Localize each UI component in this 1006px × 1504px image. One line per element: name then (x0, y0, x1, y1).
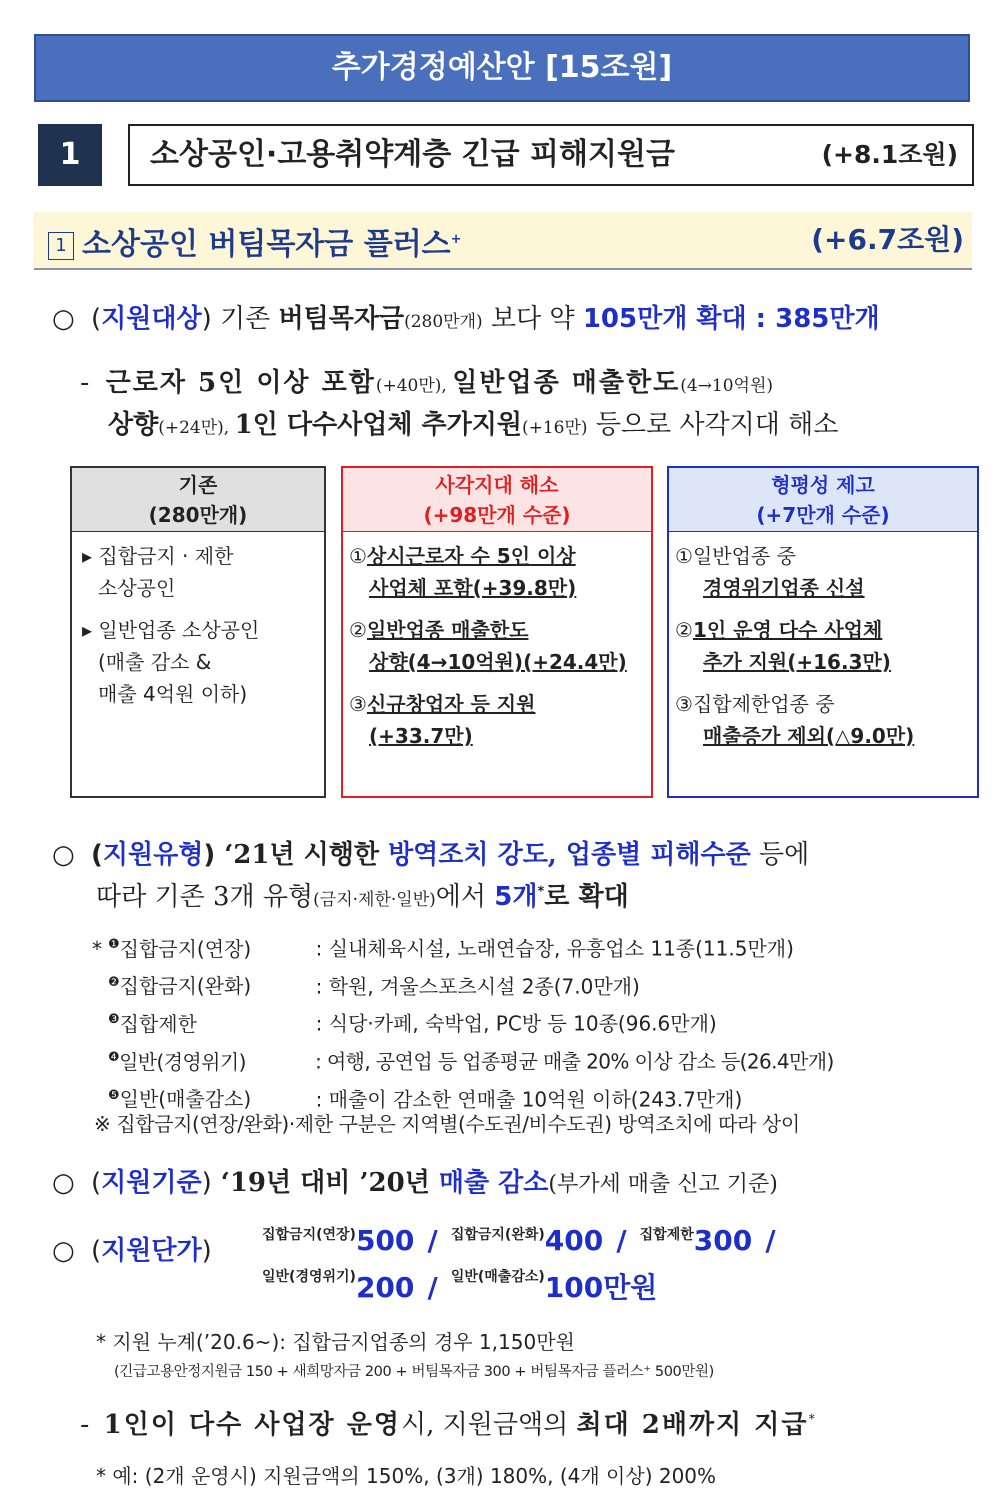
section-amount: (+8.1조원) (821, 140, 958, 169)
multi-text-b: 시, 지원금액의 (400, 1410, 577, 1440)
types-list-row (92, 1041, 834, 1079)
type-name: 집합제한 (119, 1011, 197, 1036)
page-banner (34, 34, 970, 102)
target-label: 지원대상 (101, 304, 202, 334)
column-blind-body (343, 532, 651, 770)
unit-cat: 일반(경영위기) (262, 1269, 356, 1285)
subsection-bar (34, 212, 972, 270)
criteria-text-1: ‘19년 대비 ’20년 (211, 1168, 439, 1198)
type-desc: : 매출이 감소한 연매출 10억원 이하(243.7만개) (315, 1087, 743, 1112)
type-desc: : 식당·카페, 숙박업, PC방 등 10종(96.6만개) (315, 1011, 717, 1036)
unit-sep: / (427, 1224, 438, 1257)
section-title-box (128, 124, 974, 186)
types-list-row (92, 928, 834, 966)
type-name: 집합금지(연장) (119, 936, 252, 961)
type-mark: ❷ (108, 974, 120, 990)
target-line: ○ (지원대상) 기존 버팀목자금(280만개) 보다 약 105만개 확대 : 385만개 (52, 304, 880, 334)
types-text-7: 5개 (494, 882, 538, 912)
item-line-1: 신규창업자 등 지원 (366, 692, 536, 716)
bullet-circle: ○ (52, 1236, 75, 1266)
unit-label-line: ○ (지원단가) (52, 1236, 212, 1266)
unit-cat: 집합제한 (639, 1227, 694, 1243)
column-existing (70, 466, 326, 798)
detail-e: 등으로 사각지대 해소 (587, 410, 839, 440)
types-label: 지원유형 (102, 840, 204, 870)
item-number: ③ (675, 692, 693, 716)
item-number: ③ (349, 692, 367, 716)
column-blind-title: 사각지대 해소 (435, 473, 559, 497)
multi-line (80, 1404, 815, 1441)
item-line-2: 매출증가 제외(△9.0만) (703, 724, 915, 748)
detail-c: 상향 (108, 410, 159, 440)
banner-title: 추가경정예산안 [15조원] (331, 50, 673, 85)
type-mark: ❹ (108, 1049, 120, 1065)
unit-sep: / (427, 1271, 438, 1304)
types-list-star: * (92, 936, 102, 961)
section-title: 소상공인·고용취약계층 긴급 피해지원금 (150, 137, 675, 172)
multi-text-a: 1인이 다수 사업장 운영 (103, 1410, 401, 1440)
detail-a: 근로자 5인 이상 포함 (105, 368, 376, 398)
section-number-badge (38, 124, 102, 186)
bullet-circle: ○ (52, 840, 75, 870)
types-note: ※ 집합금지(연장/완화)·제한 구분은 지역별(수도권/비수도권) 방역조치에 따라 상이 (94, 1112, 800, 1136)
list-item: (매출 감소 & (98, 650, 212, 674)
column-blind-spot (341, 466, 653, 798)
item-line-1: 일반업종 중 (692, 544, 796, 568)
type-name: 집합금지(완화) (119, 974, 252, 999)
type-mark: ❺ (108, 1087, 120, 1103)
unit-val: 500 (355, 1224, 415, 1257)
column-equity-sub: (+7만개 수준) (756, 503, 890, 527)
types-text-9: 로 확대 (544, 882, 629, 912)
list-item (675, 688, 973, 752)
unit-row-2 (262, 1266, 657, 1306)
subsection-title (48, 212, 462, 273)
types-text-5: (금지·제한·일반) (313, 890, 436, 910)
unit-val: 400 (544, 1224, 604, 1257)
criteria-line: ○ (지원기준) ‘19년 대비 ’20년 매출 감소(부가세 매출 신고 기준) (52, 1168, 778, 1198)
unit-label: 지원단가 (101, 1236, 202, 1266)
item-line-1: 상시근로자 수 5인 이상 (366, 544, 576, 568)
criteria-text-3: (부가세 매출 신고 기준) (548, 1172, 778, 1197)
subsection-number: 1 (48, 232, 74, 260)
detail-d: 1인 다수사업체 추가지원 (234, 410, 522, 440)
subsection-amount: (+6.7조원) (811, 223, 964, 256)
unit-sep: / (765, 1224, 776, 1257)
column-existing-body (72, 532, 324, 718)
types-line-2 (96, 876, 629, 913)
type-mark: ❸ (108, 1012, 120, 1028)
type-desc: : 여행, 공연업 등 업종평균 매출 20% 이상 감소 등(26.4만개) (315, 1049, 834, 1074)
item-line-1: 일반업종 매출한도 (366, 618, 529, 642)
unit-footnote-1: * 지원 누계(’20.6~): 집합금지업종의 경우 1,150만원 (96, 1330, 575, 1354)
type-name: 일반(매출감소) (119, 1087, 252, 1112)
detail-b-sub: (4→10억원) (680, 376, 774, 396)
section-number: 1 (59, 137, 81, 172)
unit-cat: 집합금지(연장) (262, 1227, 356, 1243)
unit-sep: / (616, 1224, 627, 1257)
column-equity (667, 466, 979, 798)
item-number: ② (349, 618, 367, 642)
unit-cat: 집합금지(완화) (450, 1227, 545, 1243)
unit-row-1 (262, 1224, 776, 1257)
dash: - (80, 1410, 90, 1440)
item-line-1: 1인 운영 다수 사업체 (692, 618, 883, 642)
type-mark: ❶ (108, 937, 120, 952)
types-list-row (92, 1003, 834, 1041)
types-line-1: ○ (지원유형) ‘21년 시행한 방역조치 강도, 업종별 피해수준 등에 (52, 840, 810, 870)
item-number: ① (349, 544, 367, 568)
target-text-4: 보다 약 (482, 304, 583, 334)
types-list (92, 928, 834, 1116)
column-existing-header (72, 468, 324, 532)
unit-footnote-2: (긴급고용안정지원금 150 + 새희망자금 200 + 버팀목자금 300 + 버팀목자금 플러스⁺ 500만원) (114, 1364, 714, 1380)
multi-text-c: 최대 2배까지 지급 (576, 1410, 809, 1440)
list-item (349, 614, 647, 678)
item-line-2: 경영위기업종 신설 (703, 576, 865, 600)
unit-val: 300 (693, 1224, 753, 1257)
column-blind-sub: (+98만개 수준) (423, 503, 571, 527)
column-existing-sub: (280만개) (148, 503, 248, 527)
detail-b: 일반업종 매출한도 (452, 368, 681, 398)
item-line-1: 집합제한업종 중 (692, 692, 835, 716)
item-line-2: 추가 지원(+16.3만) (703, 650, 891, 674)
item-line-2: (+33.7만) (369, 724, 473, 748)
subsection-sup: + (450, 232, 462, 247)
bullet-circle: ○ (52, 304, 75, 334)
criteria-text-2: 매출 감소 (438, 1168, 549, 1198)
list-item (675, 540, 973, 604)
column-equity-title: 형평성 제고 (771, 473, 875, 497)
multi-star: * (808, 1412, 815, 1428)
column-equity-header (669, 468, 977, 532)
types-list-row (92, 966, 834, 1004)
unit-val: 100만원 (544, 1271, 658, 1304)
type-name: 일반(경영위기) (119, 1049, 246, 1074)
target-text-1: 기존 (211, 304, 279, 334)
item-line-2: 사업체 포함(+39.8만) (369, 576, 577, 600)
column-equity-body (669, 532, 977, 770)
list-item: ▸ 일반업종 소상공인 (82, 618, 260, 642)
types-text-6: 에서 (435, 882, 495, 912)
detail-c-sub: (+24만), (158, 418, 235, 438)
column-existing-title: 기존 (178, 473, 218, 497)
target-text-3: (280만개) (404, 312, 483, 332)
types-star: * (537, 884, 545, 900)
detail-d-sub: (+16만) (521, 418, 588, 438)
bullet-circle: ○ (52, 1168, 75, 1198)
criteria-label: 지원기준 (101, 1168, 202, 1198)
list-item: ▸ 집합금지 · 제한 (82, 544, 234, 568)
list-item: 소상공인 (98, 576, 176, 600)
target-text-5: 105만개 확대 : 385만개 (582, 304, 880, 334)
types-text-4: 따라 기존 3개 유형 (96, 882, 314, 912)
detail-line-2 (108, 404, 838, 441)
types-text-1: ‘21년 시행한 (215, 840, 389, 870)
list-item (349, 688, 647, 752)
list-item (675, 614, 973, 678)
subsection-title-text: 소상공인 버팀목자금 플러스 (82, 227, 451, 262)
list-item (349, 540, 647, 604)
list-item: 매출 4억원 이하) (98, 682, 248, 706)
item-number: ② (675, 618, 693, 642)
unit-val: 200 (355, 1271, 415, 1304)
target-text-2: 버팀목자금 (278, 304, 405, 334)
unit-cat: 일반(매출감소) (450, 1269, 545, 1285)
types-text-2: 방역조치 강도, 업종별 피해수준 (388, 840, 751, 870)
detail-a-sub: (+40만), (375, 376, 453, 396)
type-desc: : 실내체육시설, 노래연습장, 유흥업소 11종(11.5만개) (315, 936, 794, 961)
item-line-2: 상향(4→10억원)(+24.4만) (369, 650, 627, 674)
detail-line-1 (80, 362, 773, 399)
multi-note: * 예: (2개 운영시) 지원금액의 150%, (3개) 180%, (4개 이상) 200% (96, 1464, 717, 1488)
types-text-3: 등에 (750, 840, 810, 870)
dash: - (80, 368, 90, 398)
type-desc: : 학원, 겨울스포츠시설 2종(7.0만개) (315, 974, 640, 999)
item-number: ① (675, 544, 693, 568)
column-blind-header (343, 468, 651, 532)
